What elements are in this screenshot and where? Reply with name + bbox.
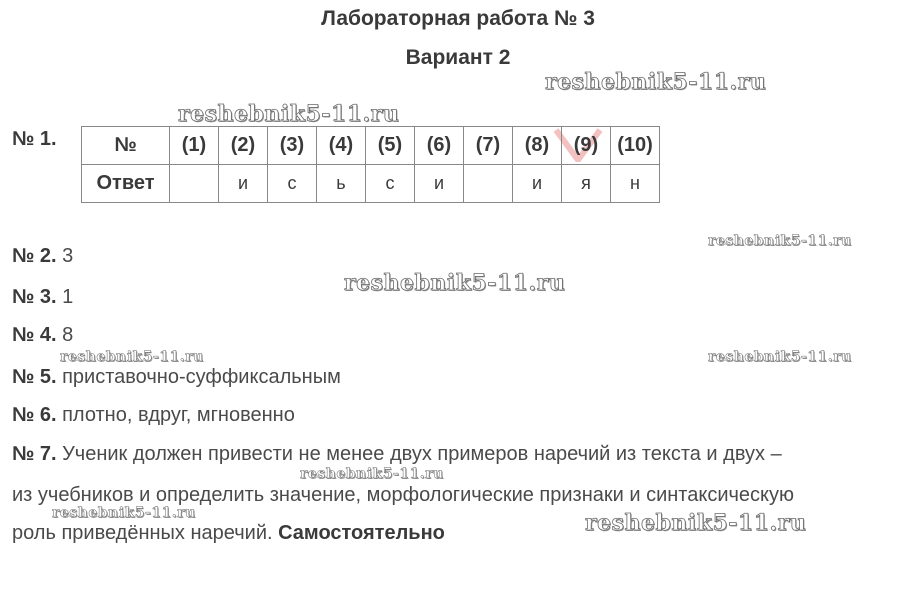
task-7-line-1 bbox=[12, 443, 782, 466]
task-6 bbox=[12, 404, 295, 427]
task-7-label: № 7. bbox=[12, 443, 57, 465]
table-answer-10: н bbox=[611, 165, 660, 203]
watermark: reshebnik5-11.ru bbox=[344, 270, 566, 296]
watermark: reshebnik5-11.ru bbox=[178, 101, 400, 127]
table-answer-1 bbox=[170, 165, 219, 203]
task-5-answer: приставочно-суффиксальным bbox=[62, 366, 341, 388]
watermark: reshebnik5-11.ru bbox=[52, 505, 196, 521]
task-1-label: № 1. bbox=[12, 128, 57, 150]
task-5-label: № 5. bbox=[12, 366, 57, 388]
table-cell-col-8: (8) bbox=[513, 127, 562, 165]
watermark: reshebnik5-11.ru bbox=[708, 349, 852, 365]
table-cell-col-5: (5) bbox=[366, 127, 415, 165]
table-cell-col-10: (10) bbox=[611, 127, 660, 165]
table-row-numbers bbox=[82, 127, 660, 165]
task-3 bbox=[12, 286, 73, 309]
table-cell-col-2: (2) bbox=[219, 127, 268, 165]
answer-table bbox=[81, 126, 660, 203]
task-4-label: № 4. bbox=[12, 324, 57, 346]
task-4 bbox=[12, 324, 73, 347]
task-7-text-3: роль приведённых наречий. bbox=[12, 522, 273, 544]
watermark: reshebnik5-11.ru bbox=[545, 69, 767, 95]
table-header-num: № bbox=[82, 127, 170, 165]
task-4-answer: 8 bbox=[62, 324, 74, 346]
task-2 bbox=[12, 245, 73, 268]
watermark: reshebnik5-11.ru bbox=[585, 510, 807, 536]
table-cell-col-3: (3) bbox=[268, 127, 317, 165]
task-3-label: № 3. bbox=[12, 286, 57, 308]
task-2-label: № 2. bbox=[12, 245, 57, 267]
task-3-answer: 1 bbox=[62, 286, 74, 308]
watermark: reshebnik5-11.ru bbox=[300, 466, 444, 482]
watermark: reshebnik5-11.ru bbox=[60, 349, 204, 365]
table-header-answer: Ответ bbox=[82, 165, 170, 203]
task-7-text-1: Ученик должен привести не менее двух примеров наречий из текста и двух – bbox=[62, 443, 782, 465]
task-6-answer: плотно, вдруг, мгновенно bbox=[62, 404, 295, 426]
table-cell-col-6: (6) bbox=[415, 127, 464, 165]
table-cell-col-9: (9) bbox=[562, 127, 611, 165]
variant-heading: Вариант 2 bbox=[405, 46, 511, 69]
table-answer-7 bbox=[464, 165, 513, 203]
table-cell-col-7: (7) bbox=[464, 127, 513, 165]
table-answer-4: ь bbox=[317, 165, 366, 203]
table-answer-3: с bbox=[268, 165, 317, 203]
table-cell-col-4: (4) bbox=[317, 127, 366, 165]
task-7-text-2: из учебников и определить значение, морфологические признаки и синтаксическую bbox=[12, 484, 795, 506]
task-2-answer: 3 bbox=[62, 245, 74, 267]
table-answer-6: и bbox=[415, 165, 464, 203]
task-5 bbox=[12, 366, 341, 389]
table-answer-8: и bbox=[513, 165, 562, 203]
table-row-answers bbox=[82, 165, 660, 203]
page-title: Лабораторная работа № 3 bbox=[321, 7, 595, 30]
table-answer-5: с bbox=[366, 165, 415, 203]
task-1 bbox=[12, 128, 57, 151]
task-6-label: № 6. bbox=[12, 404, 57, 426]
table-answer-9: я bbox=[562, 165, 611, 203]
table-answer-2: и bbox=[219, 165, 268, 203]
task-7-bold-end: Самостоятельно bbox=[278, 522, 445, 544]
task-7-line-3 bbox=[12, 522, 445, 545]
task-7-line-2 bbox=[12, 484, 794, 507]
watermark: reshebnik5-11.ru bbox=[708, 233, 852, 249]
table-cell-col-1: (1) bbox=[170, 127, 219, 165]
